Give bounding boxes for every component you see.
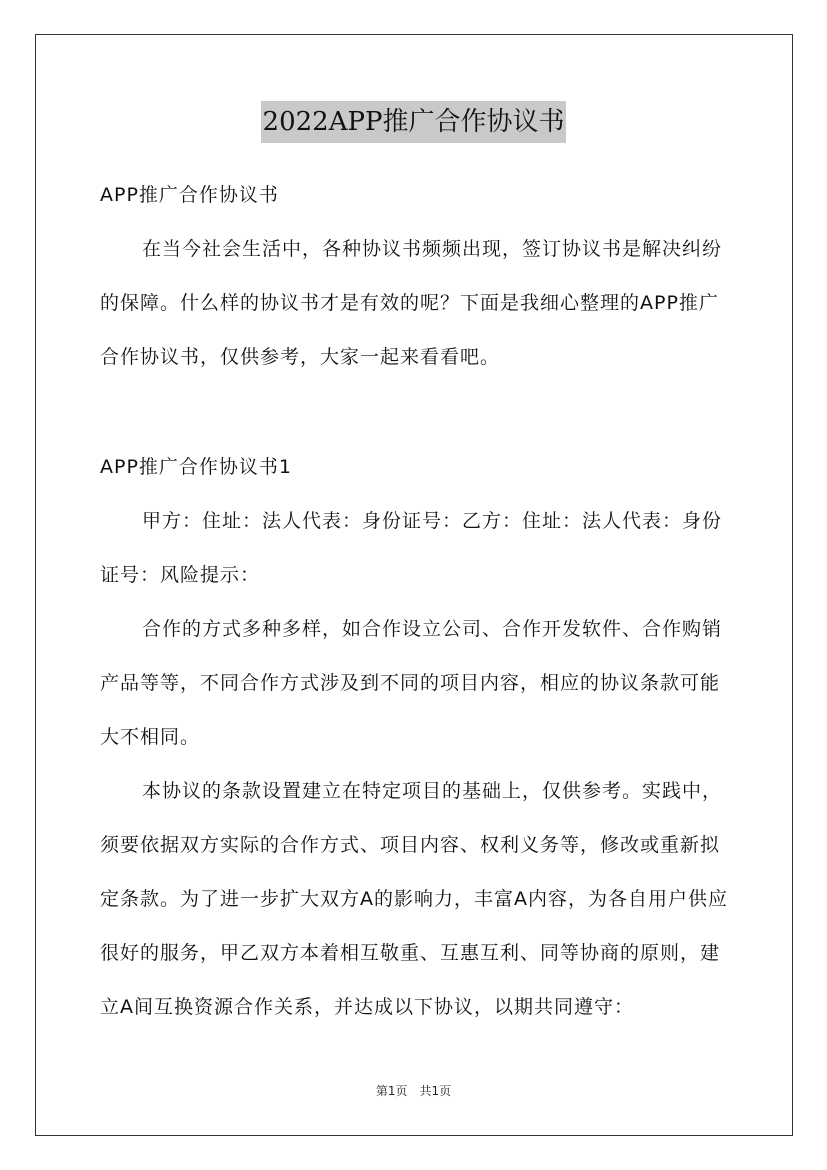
document-subtitle: APP推广合作协议书 xyxy=(100,184,279,206)
intro-paragraph: 在当今社会生活中，各种协议书频频出现，签订协议书是解决纠纷的保障。什么样的协议书才是有效的呢？下面是我细心整理的APP推广合作协议书，仅供参考，大家一起来看看吧。 xyxy=(100,238,723,368)
document-title-text: 2022APP推广合作协议书 xyxy=(261,101,567,143)
spacer xyxy=(100,384,728,440)
body-paragraph: 合作的方式多种多样，如合作设立公司、合作开发软件、合作购销产品等等，不同合作方式涉及到不同的项目内容，相应的协议条款可能大不相同。 xyxy=(100,618,723,748)
body-paragraph: 本协议的条款设置建立在特定项目的基础上，仅供参考。实践中，须要依据双方实际的合作方式、项目内容、权利义务等，修改或重新拟定条款。为了进一步扩大双方A的影响力，丰富A内容，为各自用户供应很好的服务，甲乙双方本着相互敬重、互惠互利、同等协商的原则，建立A间互换资源合作关系，并达成以下协议，以期共同遵守： xyxy=(100,780,728,1018)
body-paragraph: 甲方：住址：法人代表：身份证号：乙方：住址：法人代表：身份证号：风险提示： xyxy=(100,510,723,586)
document-body xyxy=(100,168,728,1034)
section-title: APP推广合作协议书1 xyxy=(100,456,293,478)
document-title xyxy=(0,100,827,143)
page-footer: 第1页 共1页 xyxy=(375,1084,452,1098)
